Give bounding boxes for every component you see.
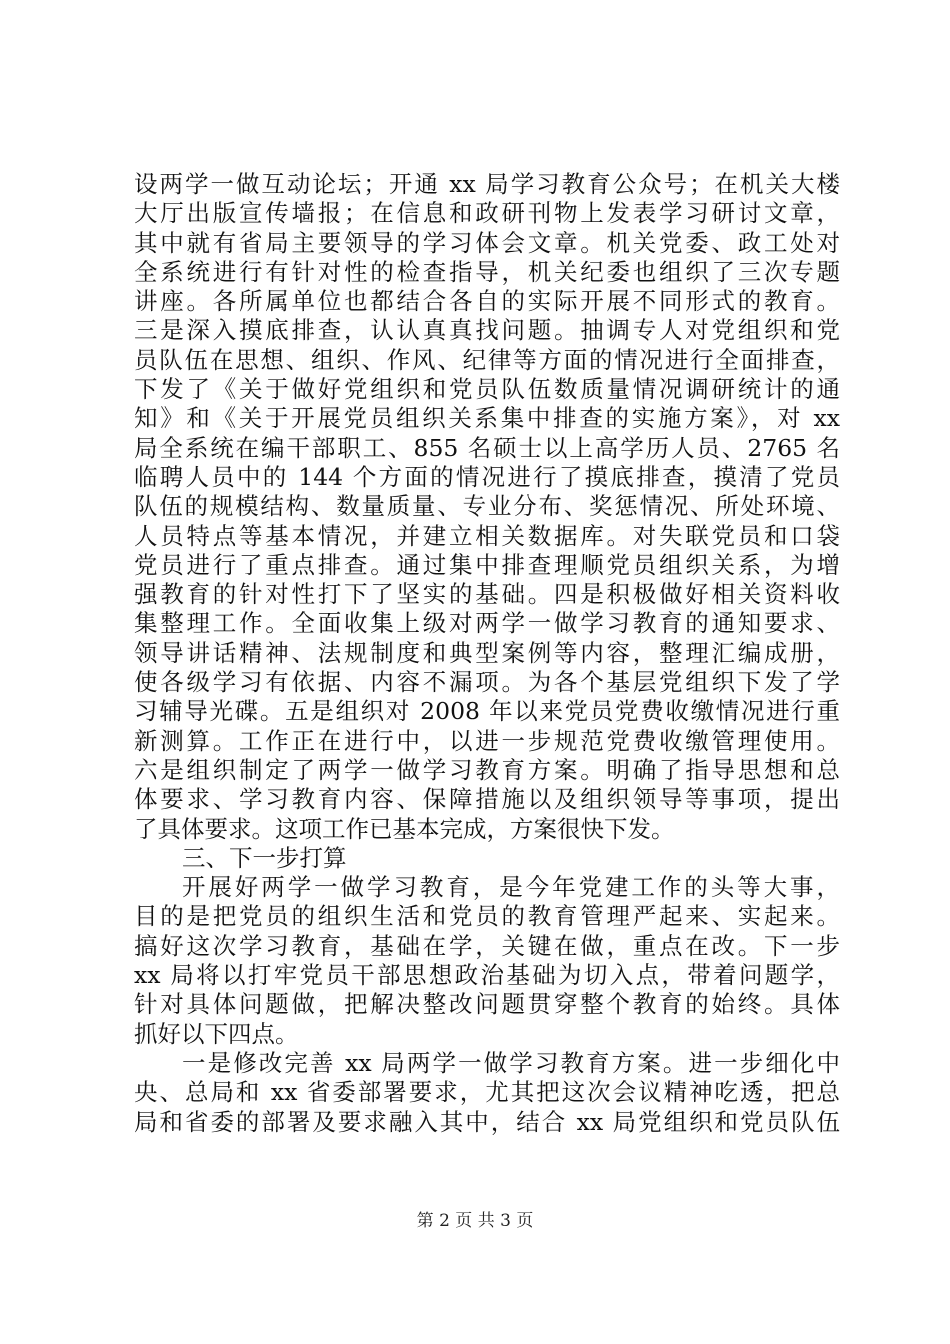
- text-line: 人员特点等基本情况，并建立相关数据库。对失联党员和口袋: [134, 521, 840, 550]
- text-line: 局全系统在编干部职工、855 名硕士以上高学历人员、2765 名: [134, 433, 840, 462]
- text-line: 强教育的针对性打下了坚实的基础。四是积极做好相关资料收: [134, 580, 840, 609]
- text-line: 领导讲话精神、法规制度和典型案例等内容，整理汇编成册，: [134, 638, 840, 667]
- text-line: 一是修改完善 xx 局两学一做学习教育方案。进一步细化中: [182, 1048, 840, 1077]
- text-line: 六是组织制定了两学一做学习教育方案。明确了指导思想和总: [134, 755, 840, 784]
- text-line: 集整理工作。全面收集上级对两学一做学习教育的通知要求、: [134, 609, 840, 638]
- text-line: 其中就有省局主要领导的学习体会文章。机关党委、政工处对: [134, 228, 840, 257]
- text-line: 讲座。各所属单位也都结合各自的实际开展不同形式的教育。: [134, 287, 840, 316]
- text-line: 了具体要求。这项工作已基本完成，方案很快下发。: [134, 814, 675, 843]
- text-line: 大厅出版宣传墙报；在信息和政研刊物上发表学习研讨文章，: [134, 199, 840, 228]
- text-line: 知》和《关于开展党员组织关系集中排查的实施方案》，对 xx: [134, 404, 840, 433]
- text-line: 央、总局和 xx 省委部署要求，尤其把这次会议精神吃透，把总: [134, 1078, 840, 1107]
- section-heading: 三、下一步打算: [182, 843, 347, 872]
- text-line: 习辅导光碟。五是组织对 2008 年以来党员党费收缴情况进行重: [134, 697, 840, 726]
- text-line: 临聘人员中的 144 个方面的情况进行了摸底排查，摸清了党员: [134, 462, 840, 491]
- text-line: 使各级学习有依据、内容不漏项。为各个基层党组织下发了学: [134, 668, 840, 697]
- text-line: 党员进行了重点排查。通过集中排查理顺党员组织关系，为增: [134, 550, 840, 579]
- text-line: 目的是把党员的组织生活和党员的教育管理严起来、实起来。: [134, 902, 840, 931]
- text-line: xx 局将以打牢党员干部思想政治基础为切入点，带着问题学，: [134, 961, 840, 990]
- text-line: 员队伍在思想、组织、作风、纪律等方面的情况进行全面排查，: [134, 345, 840, 374]
- text-line: 针对具体问题做，把解决整改问题贯穿整个教育的始终。具体: [134, 990, 840, 1019]
- text-line: 开展好两学一做学习教育，是今年党建工作的头等大事，: [182, 873, 840, 902]
- text-line: 三是深入摸底排查，认认真真找问题。抽调专人对党组织和党: [134, 316, 840, 345]
- text-line: 搞好这次学习教育，基础在学，关键在做，重点在改。下一步: [134, 931, 840, 960]
- text-line: 体要求、学习教育内容、保障措施以及组织领导等事项，提出: [134, 785, 840, 814]
- text-line: 全系统进行有针对性的检查指导，机关纪委也组织了三次专题: [134, 257, 840, 286]
- document-body: [134, 170, 840, 1137]
- text-line: 抓好以下四点。: [134, 1019, 299, 1048]
- text-line: 新测算。工作正在进行中，以进一步规范党费收缴管理使用。: [134, 726, 840, 755]
- text-line: 设两学一做互动论坛；开通 xx 局学习教育公众号；在机关大楼: [134, 170, 840, 198]
- text-line: 下发了《关于做好党组织和党员队伍数质量情况调研统计的通: [134, 375, 840, 404]
- text-line: 局和省委的部署及要求融入其中，结合 xx 局党组织和党员队伍: [134, 1107, 840, 1136]
- page-number-footer: 第 2 页 共 3 页: [416, 1211, 534, 1231]
- text-line: 队伍的规模结构、数量质量、专业分布、奖惩情况、所处环境、: [134, 492, 840, 521]
